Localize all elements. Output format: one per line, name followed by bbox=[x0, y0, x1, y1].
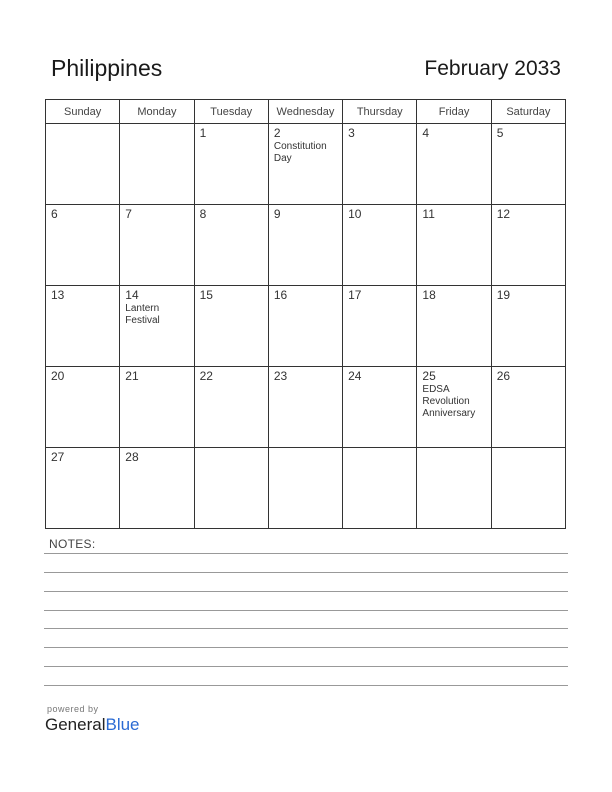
day-cell bbox=[343, 286, 417, 367]
day-cell bbox=[268, 448, 342, 529]
day-number: 23 bbox=[273, 369, 288, 383]
day-cell bbox=[268, 205, 342, 286]
day-number: 28 bbox=[125, 450, 139, 464]
day-number: 16 bbox=[273, 288, 288, 302]
notes-label: NOTES: bbox=[49, 537, 96, 551]
day-cell bbox=[194, 367, 268, 448]
day-number: 1 bbox=[199, 126, 207, 140]
day-cell bbox=[491, 286, 565, 367]
day-cell bbox=[491, 205, 565, 286]
day-cell bbox=[120, 367, 194, 448]
day-number: 22 bbox=[199, 369, 213, 383]
note-line bbox=[44, 572, 568, 573]
day-number: 4 bbox=[422, 126, 430, 140]
day-cell bbox=[194, 286, 268, 367]
day-number: 19 bbox=[496, 288, 511, 302]
week-row bbox=[46, 124, 566, 205]
day-cell bbox=[417, 286, 491, 367]
weekday-friday: Friday bbox=[417, 100, 491, 124]
day-cell bbox=[46, 448, 120, 529]
day-cell bbox=[120, 124, 194, 205]
day-number: 10 bbox=[348, 207, 362, 221]
day-cell bbox=[194, 448, 268, 529]
day-cell bbox=[491, 448, 565, 529]
weekday-thursday: Thursday bbox=[343, 100, 417, 124]
day-cell bbox=[268, 124, 342, 205]
day-cell bbox=[120, 286, 194, 367]
day-cell bbox=[417, 205, 491, 286]
calendar-grid bbox=[45, 99, 566, 529]
day-cell bbox=[343, 448, 417, 529]
note-line bbox=[44, 666, 568, 667]
brand-name-general: General bbox=[45, 715, 106, 734]
note-line bbox=[44, 628, 568, 629]
day-number: 27 bbox=[51, 450, 65, 464]
day-number: 20 bbox=[51, 369, 65, 383]
day-cell bbox=[343, 124, 417, 205]
day-number: 18 bbox=[422, 288, 436, 302]
week-row bbox=[46, 286, 566, 367]
day-cell bbox=[120, 448, 194, 529]
day-cell bbox=[491, 367, 565, 448]
day-number: 26 bbox=[496, 369, 511, 383]
day-number: 14 bbox=[125, 288, 139, 302]
note-line bbox=[44, 647, 568, 648]
powered-by-text: powered by bbox=[47, 704, 99, 714]
week-row bbox=[46, 448, 566, 529]
weekday-sunday: Sunday bbox=[46, 100, 120, 124]
weekday-wednesday: Wednesday bbox=[268, 100, 342, 124]
generalblue-logo bbox=[45, 704, 140, 735]
week-row bbox=[46, 367, 566, 448]
day-number: 24 bbox=[348, 369, 362, 383]
day-cell bbox=[194, 124, 268, 205]
day-number: 15 bbox=[199, 288, 213, 302]
day-number: 25 bbox=[422, 369, 436, 383]
day-cell bbox=[46, 367, 120, 448]
day-number: 2 bbox=[273, 126, 281, 140]
brand-name-blue: Blue bbox=[105, 715, 140, 734]
note-line bbox=[44, 685, 568, 686]
day-cell bbox=[491, 124, 565, 205]
day-number: 13 bbox=[51, 288, 65, 302]
day-cell bbox=[46, 124, 120, 205]
day-number: 12 bbox=[496, 207, 511, 221]
day-cell bbox=[120, 205, 194, 286]
day-cell bbox=[417, 367, 491, 448]
day-cell bbox=[46, 286, 120, 367]
day-number: 17 bbox=[348, 288, 362, 302]
note-line bbox=[44, 553, 568, 554]
day-cell bbox=[194, 205, 268, 286]
holiday-label: Lantern Festival bbox=[125, 303, 160, 326]
day-cell bbox=[417, 124, 491, 205]
day-cell bbox=[46, 205, 120, 286]
brand-name bbox=[45, 715, 140, 735]
holiday-label: EDSA Revolution Anniversary bbox=[422, 384, 476, 419]
day-number: 11 bbox=[422, 207, 435, 221]
day-number: 6 bbox=[51, 207, 58, 221]
country-title: Philippines bbox=[51, 55, 163, 81]
weekday-saturday: Saturday bbox=[491, 100, 565, 124]
day-number: 7 bbox=[125, 207, 132, 221]
day-number: 5 bbox=[496, 126, 504, 140]
week-row bbox=[46, 205, 566, 286]
day-cell bbox=[268, 286, 342, 367]
day-number: 9 bbox=[273, 207, 281, 221]
day-cell bbox=[417, 448, 491, 529]
weekday-header-row bbox=[46, 100, 566, 124]
day-number: 21 bbox=[125, 369, 139, 383]
day-number: 3 bbox=[348, 126, 355, 140]
day-cell bbox=[343, 367, 417, 448]
day-cell bbox=[268, 367, 342, 448]
weekday-tuesday: Tuesday bbox=[194, 100, 268, 124]
day-cell bbox=[343, 205, 417, 286]
holiday-label: Constitution Day bbox=[273, 141, 327, 164]
note-line bbox=[44, 610, 568, 611]
month-year-title: February 2033 bbox=[424, 57, 561, 80]
note-line bbox=[44, 591, 568, 592]
day-number: 8 bbox=[199, 207, 207, 221]
weekday-monday: Monday bbox=[120, 100, 194, 124]
